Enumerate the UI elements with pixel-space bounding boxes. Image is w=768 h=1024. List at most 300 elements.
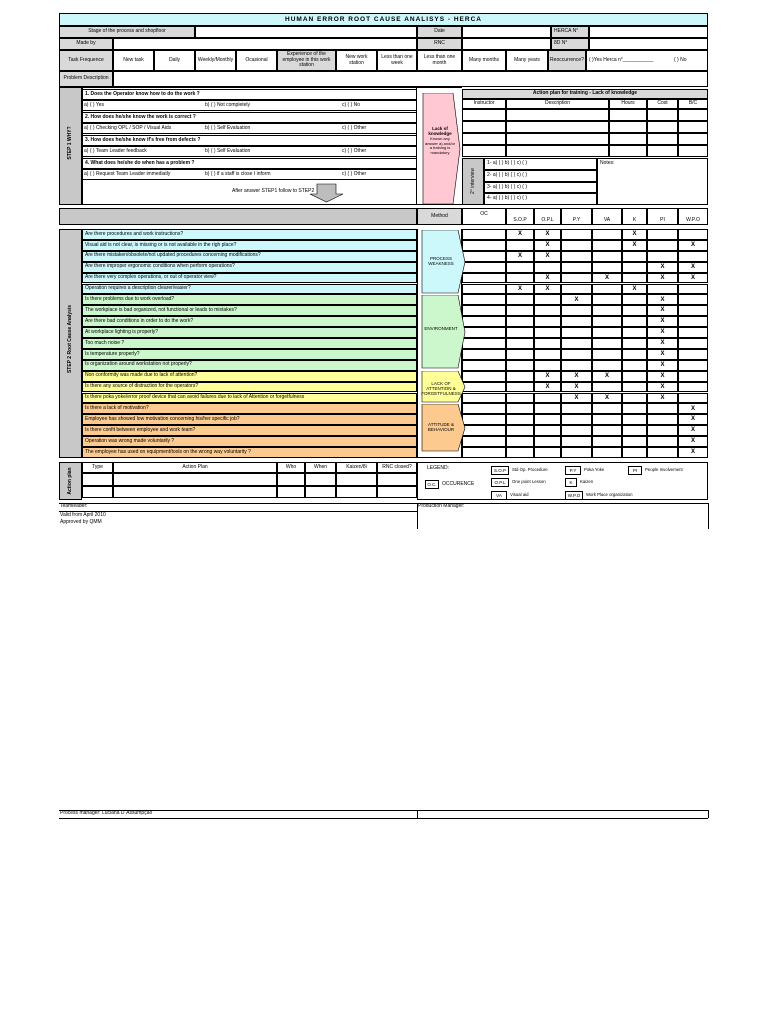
method-cell[interactable] bbox=[678, 349, 708, 360]
method-label: Method bbox=[417, 208, 462, 225]
training-cell[interactable] bbox=[647, 109, 678, 121]
legend-code-box: VA bbox=[491, 491, 507, 500]
method-col-py: P.Y bbox=[561, 208, 592, 225]
method-mark[interactable]: X bbox=[622, 229, 647, 240]
method-cell[interactable] bbox=[534, 327, 561, 338]
training-cell[interactable] bbox=[609, 145, 647, 157]
method-mark[interactable]: X bbox=[622, 284, 647, 295]
method-mark[interactable]: X bbox=[647, 305, 678, 316]
training-cell[interactable] bbox=[462, 109, 506, 121]
step1-question: 3. How does he/she know if's free from defects ? bbox=[82, 135, 417, 146]
root-cause-question: The workplace is bad organized, not functional or leads to mistakes? bbox=[82, 305, 417, 316]
method-mark[interactable]: X bbox=[592, 371, 622, 382]
root-cause-question: Are there bad conditions in order to do the work? bbox=[82, 316, 417, 327]
teamleader-label: Teamleader: bbox=[60, 503, 88, 509]
option-b[interactable]: b) ( ) Not completely bbox=[205, 102, 251, 108]
training-cell[interactable] bbox=[506, 133, 609, 145]
method-cell[interactable] bbox=[622, 393, 647, 404]
oc-cell[interactable] bbox=[462, 403, 506, 414]
freq-ocasional[interactable]: Ocasional bbox=[236, 50, 277, 71]
category-label: PROCESS WEAKNESS bbox=[428, 256, 454, 267]
training-col-bc: B/C bbox=[678, 99, 708, 109]
exp-many-years[interactable]: Many years bbox=[506, 50, 548, 71]
method-mark[interactable]: X bbox=[678, 447, 708, 458]
root-cause-question: Is organization around workstation not properly? bbox=[82, 360, 417, 371]
method-cell[interactable] bbox=[506, 403, 534, 414]
method-cell[interactable] bbox=[592, 436, 622, 447]
method-cell[interactable] bbox=[592, 414, 622, 425]
process-manager: Process manager: Luciana D´Assumpção bbox=[60, 810, 153, 816]
method-cell[interactable] bbox=[561, 360, 592, 371]
method-cell[interactable] bbox=[506, 436, 534, 447]
option-a[interactable]: a) ( ) Request Team Leader immediatly bbox=[84, 171, 171, 177]
method-cell[interactable] bbox=[534, 262, 561, 273]
category-label: ENVIRONMENT bbox=[424, 326, 458, 331]
oc-cell[interactable] bbox=[462, 360, 506, 371]
oc-cell[interactable] bbox=[462, 262, 506, 273]
rnc-field[interactable] bbox=[462, 38, 551, 50]
method-cell[interactable] bbox=[534, 425, 561, 436]
method-cell[interactable] bbox=[506, 360, 534, 371]
method-cell[interactable] bbox=[647, 251, 678, 262]
method-cell[interactable] bbox=[622, 327, 647, 338]
method-cell[interactable] bbox=[592, 305, 622, 316]
form-title: HUMAN ERROR ROOT CAUSE ANALISYS - HERCA bbox=[59, 13, 708, 26]
method-mark[interactable]: X bbox=[622, 240, 647, 251]
interview-label: 2° interview bbox=[470, 168, 476, 194]
method-cell[interactable] bbox=[561, 403, 592, 414]
method-cell[interactable] bbox=[678, 393, 708, 404]
method-cell[interactable] bbox=[592, 349, 622, 360]
method-mark[interactable]: X bbox=[534, 229, 561, 240]
action-cell[interactable] bbox=[82, 486, 113, 499]
method-mark[interactable]: X bbox=[534, 240, 561, 251]
action-col-header: RNC closed? bbox=[377, 462, 417, 473]
oc-cell[interactable] bbox=[462, 393, 506, 404]
legend-code-box: W.P.O bbox=[565, 491, 583, 500]
legend-oc-box: O.C. bbox=[425, 480, 439, 489]
method-mark[interactable]: X bbox=[678, 273, 708, 284]
legend-code-box: K bbox=[565, 478, 577, 487]
method-mark[interactable]: X bbox=[647, 382, 678, 393]
method-cell[interactable] bbox=[506, 327, 534, 338]
method-cell[interactable] bbox=[622, 305, 647, 316]
method-col-opl: O.P.L bbox=[534, 208, 561, 225]
method-cell[interactable] bbox=[622, 382, 647, 393]
oc-cell[interactable] bbox=[462, 284, 506, 295]
category-arrow bbox=[420, 295, 466, 369]
root-cause-question: The employee has used on equipment/tools on the wrong way voluntarity ? bbox=[82, 447, 417, 458]
method-mark[interactable]: X bbox=[678, 240, 708, 251]
method-cell[interactable] bbox=[506, 262, 534, 273]
method-cell[interactable] bbox=[534, 414, 561, 425]
method-cell[interactable] bbox=[622, 316, 647, 327]
task-frequence-label: Task Frequence bbox=[59, 50, 113, 71]
method-cell[interactable] bbox=[647, 447, 678, 458]
option-c[interactable]: c) ( ) Other bbox=[342, 148, 367, 154]
oc-cell[interactable] bbox=[462, 294, 506, 305]
method-cell[interactable] bbox=[592, 382, 622, 393]
method-mark[interactable]: X bbox=[561, 294, 592, 305]
method-cell[interactable] bbox=[534, 403, 561, 414]
method-cell[interactable] bbox=[506, 273, 534, 284]
interview-row[interactable]: 4- a) ( ) b) ( ) c) ( ) bbox=[484, 193, 597, 205]
action-col-header: Action Plan bbox=[113, 462, 277, 473]
legend-code-text: Visual aid bbox=[510, 492, 529, 497]
method-cell[interactable] bbox=[678, 305, 708, 316]
oc-cell[interactable] bbox=[462, 316, 506, 327]
method-cell[interactable] bbox=[506, 382, 534, 393]
production-manager-label: Production Manager: bbox=[418, 503, 465, 509]
legend-code-text: Work Place organization bbox=[586, 492, 633, 497]
method-col-k: K bbox=[622, 208, 647, 225]
method-cell[interactable] bbox=[678, 382, 708, 393]
option-c[interactable]: c) ( ) No bbox=[342, 102, 361, 108]
oc-cell[interactable] bbox=[462, 240, 506, 251]
option-a[interactable]: a) ( ) Team Leader feedback bbox=[84, 148, 147, 154]
method-cell[interactable] bbox=[561, 338, 592, 349]
method-mark[interactable]: X bbox=[534, 371, 561, 382]
method-cell[interactable] bbox=[592, 360, 622, 371]
method-cell[interactable] bbox=[622, 403, 647, 414]
date-label: Date bbox=[417, 26, 462, 38]
method-mark[interactable]: X bbox=[592, 393, 622, 404]
problem-description-label: Problem Description bbox=[59, 71, 113, 87]
oc-cell[interactable] bbox=[462, 273, 506, 284]
reoccurrence-label: Reoccurrence? bbox=[548, 50, 586, 71]
training-cell[interactable] bbox=[609, 133, 647, 145]
oc-cell[interactable] bbox=[462, 251, 506, 262]
method-cell[interactable] bbox=[561, 436, 592, 447]
method-cell[interactable] bbox=[534, 349, 561, 360]
training-cell[interactable] bbox=[462, 133, 506, 145]
training-cell[interactable] bbox=[506, 121, 609, 133]
method-mark[interactable]: X bbox=[561, 371, 592, 382]
exp-many-months[interactable]: Many months bbox=[462, 50, 506, 71]
method-cell[interactable] bbox=[622, 273, 647, 284]
method-mark[interactable]: X bbox=[534, 382, 561, 393]
training-cell[interactable] bbox=[678, 121, 708, 133]
action-cell[interactable] bbox=[277, 486, 305, 499]
method-cell[interactable] bbox=[561, 273, 592, 284]
method-cell[interactable] bbox=[678, 229, 708, 240]
notes-label: Notes: bbox=[600, 160, 615, 166]
action-cell[interactable] bbox=[82, 473, 113, 486]
training-cell[interactable] bbox=[462, 145, 506, 157]
rnc-label: RNC bbox=[417, 38, 462, 50]
method-cell[interactable] bbox=[561, 240, 592, 251]
option-c[interactable]: c) ( ) Other bbox=[342, 125, 367, 131]
exp-less-one-week[interactable]: Less than one week bbox=[377, 50, 417, 71]
method-cell[interactable] bbox=[506, 393, 534, 404]
action-cell[interactable] bbox=[377, 473, 417, 486]
oc-cell[interactable] bbox=[462, 327, 506, 338]
method-mark[interactable]: X bbox=[561, 393, 592, 404]
herca-no-field[interactable] bbox=[589, 26, 708, 38]
training-cell[interactable] bbox=[609, 121, 647, 133]
root-cause-question: Visual aid is not clear, is missing or is not available in the righ place? bbox=[82, 240, 417, 251]
method-cell[interactable] bbox=[561, 327, 592, 338]
method-cell[interactable] bbox=[506, 338, 534, 349]
root-cause-question: Operation requires a description clearer/easier? bbox=[82, 284, 417, 295]
method-cell[interactable] bbox=[622, 262, 647, 273]
training-cell[interactable] bbox=[678, 109, 708, 121]
date-field[interactable] bbox=[462, 26, 551, 38]
method-cell[interactable] bbox=[678, 294, 708, 305]
training-cell[interactable] bbox=[647, 121, 678, 133]
method-mark[interactable]: X bbox=[506, 251, 534, 262]
step2-label: STEP 2 Root Cause Analysis bbox=[67, 304, 73, 374]
method-mark[interactable]: X bbox=[647, 327, 678, 338]
method-cell[interactable] bbox=[622, 425, 647, 436]
made-by-field[interactable] bbox=[113, 38, 417, 50]
root-cause-question: Non conformity was made due to lack of attention? bbox=[82, 371, 417, 382]
option-a[interactable]: a) ( ) Yes bbox=[84, 102, 105, 108]
root-cause-question: Are there mistaken/obsolete/not updated procedures concerning modifications? bbox=[82, 251, 417, 262]
method-mark[interactable]: X bbox=[647, 349, 678, 360]
oc-label: OC bbox=[462, 208, 506, 225]
action-cell[interactable] bbox=[277, 473, 305, 486]
method-mark[interactable]: X bbox=[647, 371, 678, 382]
method-cell[interactable] bbox=[678, 251, 708, 262]
method-cell[interactable] bbox=[647, 284, 678, 295]
method-cell[interactable] bbox=[622, 436, 647, 447]
problem-description-field[interactable] bbox=[113, 71, 708, 87]
method-mark[interactable]: X bbox=[678, 403, 708, 414]
method-cell[interactable] bbox=[622, 251, 647, 262]
method-mark[interactable]: X bbox=[647, 262, 678, 273]
method-cell[interactable] bbox=[534, 294, 561, 305]
root-cause-question: Is there problems due to work overload? bbox=[82, 294, 417, 305]
method-cell[interactable] bbox=[561, 262, 592, 273]
method-cell[interactable] bbox=[534, 316, 561, 327]
method-cell[interactable] bbox=[506, 316, 534, 327]
oc-cell[interactable] bbox=[462, 229, 506, 240]
oc-cell[interactable] bbox=[462, 414, 506, 425]
method-mark[interactable]: X bbox=[678, 414, 708, 425]
freq-weekly-monthly[interactable]: Weekly/Monthly bbox=[195, 50, 236, 71]
method-cell[interactable] bbox=[506, 371, 534, 382]
valid-from: Valid from April 2010 bbox=[60, 512, 106, 518]
method-cell[interactable] bbox=[592, 229, 622, 240]
method-cell[interactable] bbox=[534, 436, 561, 447]
method-cell[interactable] bbox=[622, 349, 647, 360]
method-mark[interactable]: X bbox=[647, 273, 678, 284]
action-cell[interactable] bbox=[336, 473, 377, 486]
method-cell[interactable] bbox=[622, 294, 647, 305]
method-cell[interactable] bbox=[592, 447, 622, 458]
method-cell[interactable] bbox=[622, 371, 647, 382]
method-cell[interactable] bbox=[561, 284, 592, 295]
method-cell[interactable] bbox=[506, 349, 534, 360]
training-cell[interactable] bbox=[609, 109, 647, 121]
method-mark[interactable]: X bbox=[534, 251, 561, 262]
action-cell[interactable] bbox=[336, 486, 377, 499]
method-cell[interactable] bbox=[561, 229, 592, 240]
method-cell[interactable] bbox=[592, 403, 622, 414]
method-cell[interactable] bbox=[592, 251, 622, 262]
reoccurrence-yes[interactable]: ( )Yes Herca n°___________ bbox=[586, 50, 672, 71]
method-cell[interactable] bbox=[678, 338, 708, 349]
action-cell[interactable] bbox=[305, 473, 336, 486]
8d-no-field[interactable] bbox=[589, 38, 708, 50]
action-cell[interactable] bbox=[377, 486, 417, 499]
method-mark[interactable]: X bbox=[647, 294, 678, 305]
method-cell[interactable] bbox=[534, 338, 561, 349]
method-cell[interactable] bbox=[506, 447, 534, 458]
method-cell[interactable] bbox=[506, 414, 534, 425]
method-cell[interactable] bbox=[647, 240, 678, 251]
method-mark[interactable]: X bbox=[506, 229, 534, 240]
method-col-va: VA bbox=[592, 208, 622, 225]
method-cell[interactable] bbox=[592, 425, 622, 436]
method-cell[interactable] bbox=[622, 338, 647, 349]
root-cause-question: Is there confit between employee and work team? bbox=[82, 425, 417, 436]
legend-code-text: People Involvement bbox=[645, 467, 683, 472]
interview-row[interactable]: 3- a) ( ) b) ( ) c) ( ) bbox=[484, 182, 597, 194]
oc-cell[interactable] bbox=[462, 338, 506, 349]
root-cause-question: Is there a lack of motivation? bbox=[82, 403, 417, 414]
legend-code-box: O.P.L bbox=[491, 478, 509, 487]
root-cause-question: Are there very complex operations, or out of operator view? bbox=[82, 273, 417, 284]
exp-less-one-month[interactable]: Less than one month bbox=[417, 50, 462, 71]
method-cell[interactable] bbox=[592, 284, 622, 295]
action-cell[interactable] bbox=[113, 473, 277, 486]
method-cell[interactable] bbox=[592, 240, 622, 251]
method-cell[interactable] bbox=[506, 305, 534, 316]
method-mark[interactable]: X bbox=[647, 393, 678, 404]
option-b[interactable]: b) ( ) if a staff is close I inform bbox=[205, 171, 271, 177]
method-cell[interactable] bbox=[534, 305, 561, 316]
method-cell[interactable] bbox=[678, 371, 708, 382]
8d-no-label: 8D N° bbox=[551, 38, 589, 50]
oc-cell[interactable] bbox=[462, 425, 506, 436]
oc-cell[interactable] bbox=[462, 305, 506, 316]
method-mark[interactable]: X bbox=[647, 360, 678, 371]
training-col-hours: Hours bbox=[609, 99, 647, 109]
root-cause-question: Operation was wrong made voluntarily ? bbox=[82, 436, 417, 447]
oc-cell[interactable] bbox=[462, 436, 506, 447]
training-cell[interactable] bbox=[678, 133, 708, 145]
root-cause-question: Is temperature properly? bbox=[82, 349, 417, 360]
method-cell[interactable] bbox=[561, 414, 592, 425]
oc-cell[interactable] bbox=[462, 349, 506, 360]
method-mark[interactable]: X bbox=[678, 425, 708, 436]
method-cell[interactable] bbox=[506, 294, 534, 305]
method-cell[interactable] bbox=[592, 294, 622, 305]
notes-field[interactable] bbox=[597, 158, 708, 205]
training-col-cost: Cost bbox=[647, 99, 678, 109]
oc-cell[interactable] bbox=[462, 371, 506, 382]
method-cell[interactable] bbox=[561, 305, 592, 316]
method-cell[interactable] bbox=[622, 360, 647, 371]
action-col-header: Kaizen/8i bbox=[336, 462, 377, 473]
method-cell[interactable] bbox=[622, 414, 647, 425]
method-cell[interactable] bbox=[561, 251, 592, 262]
method-cell[interactable] bbox=[678, 327, 708, 338]
action-cell[interactable] bbox=[305, 486, 336, 499]
root-cause-question: Too much noise ? bbox=[82, 338, 417, 349]
method-mark[interactable]: X bbox=[647, 316, 678, 327]
method-mark[interactable]: X bbox=[561, 382, 592, 393]
after-answer-note: After answer STEP1 follow to STEP2 bbox=[232, 188, 315, 194]
method-cell[interactable] bbox=[647, 436, 678, 447]
training-cell[interactable] bbox=[647, 133, 678, 145]
method-mark[interactable]: X bbox=[534, 273, 561, 284]
method-cell[interactable] bbox=[561, 349, 592, 360]
method-cell[interactable] bbox=[506, 240, 534, 251]
method-cell[interactable] bbox=[534, 360, 561, 371]
method-cell[interactable] bbox=[647, 414, 678, 425]
training-cell[interactable] bbox=[462, 121, 506, 133]
training-cell[interactable] bbox=[506, 145, 609, 157]
interview-row[interactable]: 1- a) ( ) b) ( ) c) ( ) bbox=[484, 158, 597, 170]
training-cell[interactable] bbox=[506, 109, 609, 121]
action-col-header: When bbox=[305, 462, 336, 473]
training-cell[interactable] bbox=[647, 145, 678, 157]
method-mark[interactable]: X bbox=[678, 436, 708, 447]
method-cell[interactable] bbox=[622, 447, 647, 458]
option-b[interactable]: b) ( ) Self Evaluation bbox=[205, 125, 251, 131]
training-cell[interactable] bbox=[678, 145, 708, 157]
stage-field[interactable] bbox=[195, 26, 417, 38]
method-cell[interactable] bbox=[561, 316, 592, 327]
interview-row[interactable]: 2- a) ( ) b) ( ) c) ( ) bbox=[484, 170, 597, 182]
method-cell[interactable] bbox=[534, 393, 561, 404]
method-cell[interactable] bbox=[592, 316, 622, 327]
method-cell[interactable] bbox=[678, 316, 708, 327]
root-cause-question: Is there poka yoke/error proof device that can avoid failures due to lack of Attention or forgetfulness bbox=[82, 393, 417, 404]
option-b[interactable]: b) ( ) Self Evaluation bbox=[205, 148, 251, 154]
option-c[interactable]: c) ( ) Other bbox=[342, 171, 367, 177]
method-cell[interactable] bbox=[561, 447, 592, 458]
method-cell[interactable] bbox=[592, 338, 622, 349]
method-cell[interactable] bbox=[647, 425, 678, 436]
legend-code-text: Kaizen bbox=[580, 479, 594, 484]
freq-daily[interactable]: Daily bbox=[154, 50, 195, 71]
reoccurrence-no[interactable]: ( ) No bbox=[672, 50, 708, 71]
legend-code-box: S.O.P bbox=[491, 466, 509, 475]
category-label: LACK OF ATTENTION & FORGETFULNESS bbox=[421, 381, 461, 397]
oc-cell[interactable] bbox=[462, 382, 506, 393]
method-cell[interactable] bbox=[561, 425, 592, 436]
method-cell[interactable] bbox=[592, 327, 622, 338]
method-cell[interactable] bbox=[647, 403, 678, 414]
experience-label: Experience of the employee in this work station bbox=[277, 50, 336, 71]
method-mark[interactable]: X bbox=[506, 284, 534, 295]
method-mark[interactable]: X bbox=[678, 262, 708, 273]
method-mark[interactable]: X bbox=[592, 273, 622, 284]
method-mark[interactable]: X bbox=[647, 338, 678, 349]
option-a[interactable]: a) ( ) Checking OPL / SOP / Visual Aids bbox=[84, 125, 172, 131]
action-cell[interactable] bbox=[113, 486, 277, 499]
method-cell[interactable] bbox=[506, 425, 534, 436]
method-cell[interactable] bbox=[647, 229, 678, 240]
freq-new-task[interactable]: New task bbox=[113, 50, 154, 71]
method-cell[interactable] bbox=[678, 284, 708, 295]
root-cause-question: Employee has showed low motivation concerning his/her specific job? bbox=[82, 414, 417, 425]
method-cell[interactable] bbox=[678, 360, 708, 371]
exp-new-work-station[interactable]: New work station bbox=[336, 50, 377, 71]
root-cause-question: Are there improper ergonomic conditions when perform operations? bbox=[82, 262, 417, 273]
legend-code-text: Poka Yoke bbox=[584, 467, 605, 472]
step1-question: 1. Does the Operator know how to do the work ? bbox=[82, 89, 417, 100]
method-cell[interactable] bbox=[534, 447, 561, 458]
method-cell[interactable] bbox=[592, 262, 622, 273]
method-mark[interactable]: X bbox=[534, 284, 561, 295]
oc-cell[interactable] bbox=[462, 447, 506, 458]
training-title: Action plan for training - Lack of knowledge bbox=[462, 89, 708, 99]
